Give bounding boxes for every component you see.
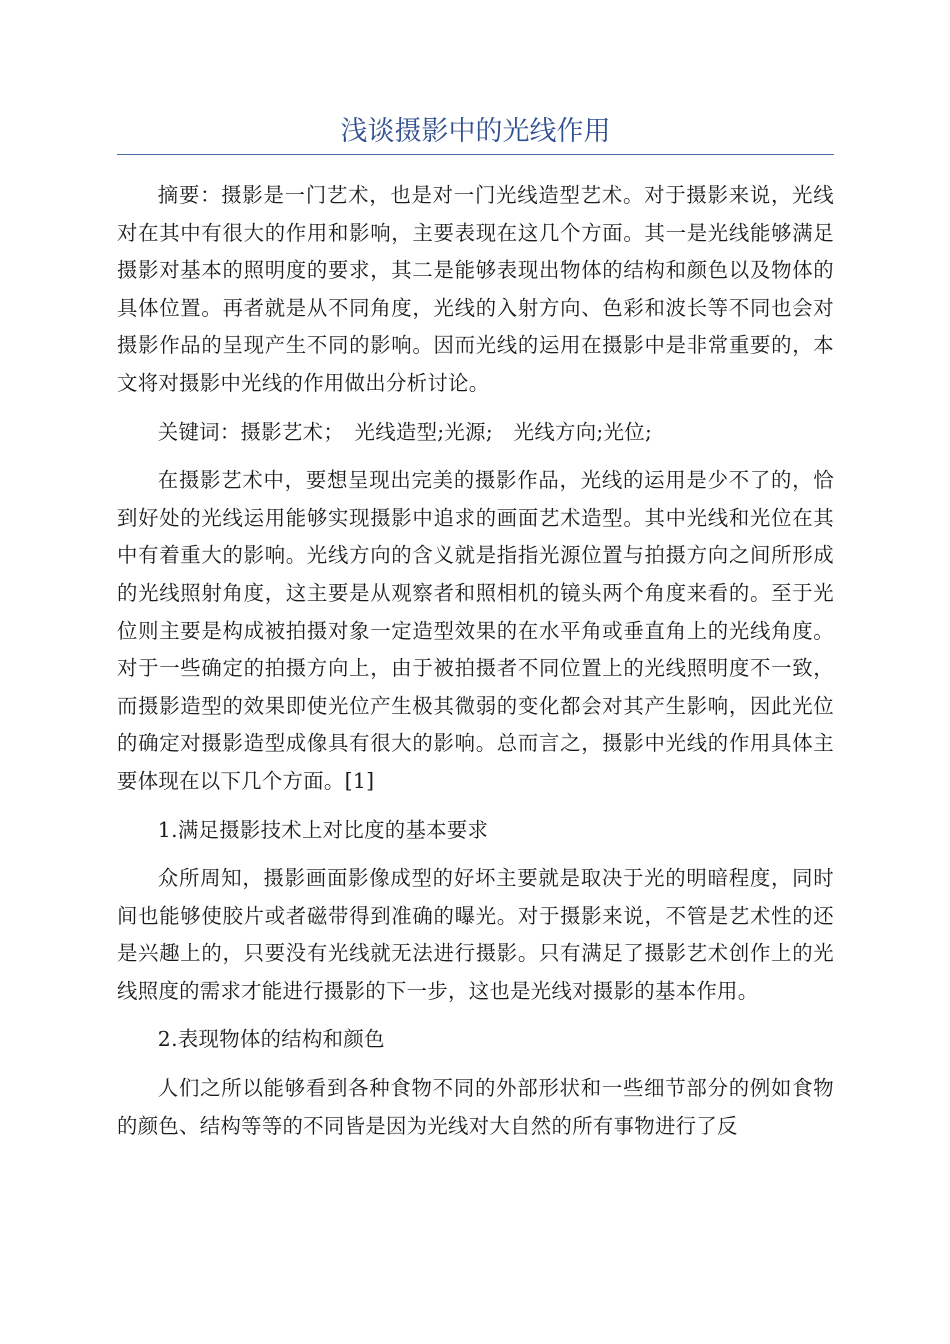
section-2-paragraph: 人们之所以能够看到各种食物不同的外部形状和一些细节部分的例如食物的颜色、结构等等的不同皆是因为光线对大自然的所有事物进行了反 [117,1076,834,1138]
section-1-paragraph: 众所周知，摄影画面影像成型的好坏主要就是取决于光的明暗程度，同时间也能够使胶片或者磁带得到准确的曝光。对于摄影来说，不管是艺术性的还是兴趣上的，只要没有光线就无法进行摄影。只有满足了摄影艺术创作上的光线照度的需求才能进行摄影的下一步，这也是光线对摄影的基本作用。 [117,866,834,1003]
section-1-heading: 1.满足摄影技术上对比度的基本要求 [157,817,489,842]
document-title: 浅谈摄影中的光线作用 [117,112,834,155]
document-page [117,112,834,1156]
document-body [117,177,834,1145]
abstract-paragraph: 摘要：摄影是一门艺术，也是对一门光线造型艺术。对于摄影来说，光线对在其中有很大的作用和影响，主要表现在这几个方面。其一是光线能够满足摄影对基本的照明度的要求，其二是能够表现出物体的结构和颜色以及物体的具体位置。再者就是从不同角度，光线的入射方向、色彩和波长等不同也会对摄影作品的呈现产生不同的影响。因而光线的运用在摄影中是非常重要的，本文将对摄影中光线的作用做出分析讨论。 [117,183,834,395]
intro-paragraph: 在摄影艺术中，要想呈现出完美的摄影作品，光线的运用是少不了的，恰到好处的光线运用能够实现摄影中追求的画面艺术造型。其中光线和光位在其中有着重大的影响。光线方向的含义就是指指光源位置与拍摄方向之间所形成的光线照射角度，这主要是从观察者和照相机的镜头两个角度来看的。至于光位则主要是构成被拍摄对象一定造型效果的在水平角或垂直角上的光线角度。对于一些确定的拍摄方向上，由于被拍摄者不同位置上的光线照明度不一致，而摄影造型的效果即使光位产生极其微弱的变化都会对其产生影响，因此光位的确定对摄影造型成像具有很大的影响。总而言之，摄影中光线的作用具体主要体现在以下几个方面。[1] [117,468,834,793]
section-2-heading: 2.表现物体的结构和颜色 [157,1027,385,1052]
keywords-paragraph: 关键词：摄影艺术； 光线造型;光源; 光线方向;光位; [157,419,653,444]
